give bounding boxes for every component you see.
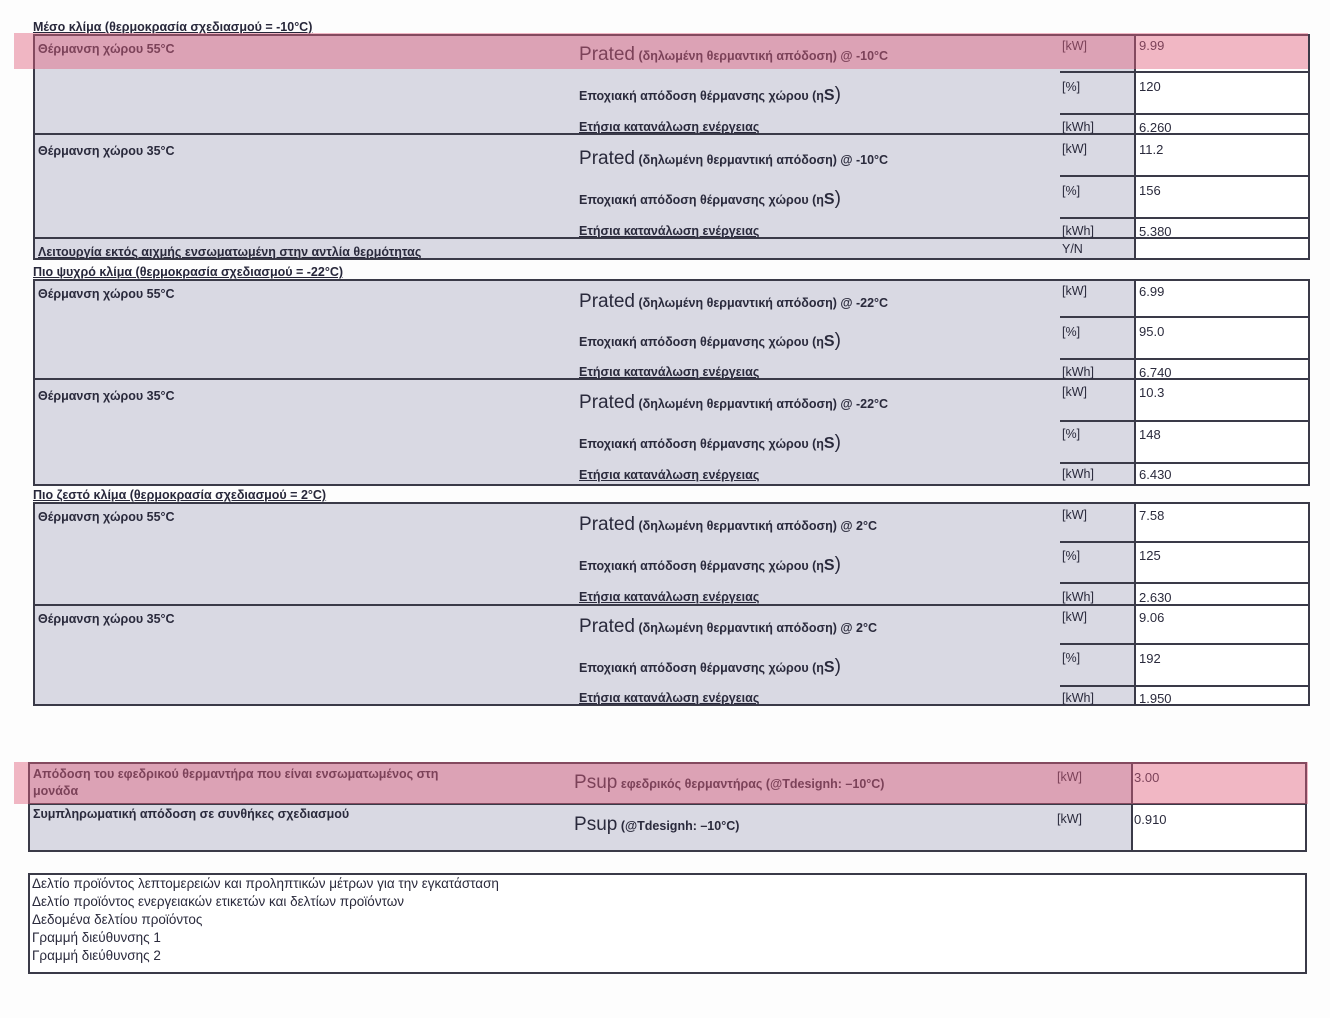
annual-energy-label: Ετήσια κατανάλωση ενέργειας (579, 691, 760, 705)
block-label-55c: Θέρμανση χώρου 55°C (38, 42, 175, 56)
unit-percent: [%] (1062, 80, 1081, 94)
value-rated: 7.58 (1139, 508, 1165, 523)
rated-capacity-label: Prated (δηλωμένη θερμαντική απόδοση) @ -22°C (579, 392, 889, 413)
rated-capacity-label: Prated (δηλωμένη θερμαντική απόδοση) @ -10°C (579, 44, 889, 65)
unit-percent: [%] (1062, 184, 1081, 198)
value-efficiency: 125 (1139, 548, 1161, 563)
value-efficiency: 148 (1139, 427, 1161, 442)
rated-capacity-label: Prated (δηλωμένη θερμαντική απόδοση) @ -22°C (579, 291, 889, 312)
value-efficiency: 156 (1139, 183, 1161, 198)
unit-kwh: [kWh] (1062, 365, 1094, 379)
seasonal-efficiency-label: Εποχιακή απόδοση θέρμανσης χώρου (ηS) (579, 432, 841, 453)
block-label-35c: Θέρμανση χώρου 35°C (38, 144, 175, 158)
value-supplementary: 0.910 (1134, 812, 1167, 827)
unit-kw: [kW] (1062, 39, 1087, 53)
value-energy: 1.950 (1139, 691, 1172, 706)
notes-box (28, 873, 1307, 974)
rated-capacity-label: Prated (δηλωμένη θερμαντική απόδοση) @ 2°C (579, 616, 877, 637)
value-energy: 2.630 (1139, 590, 1172, 605)
unit-kwh: [kWh] (1062, 467, 1094, 481)
block-label-35c: Θέρμανση χώρου 35°C (38, 389, 175, 403)
value-rated: 9.06 (1139, 610, 1165, 625)
unit-kw: [kW] (1062, 508, 1087, 522)
annual-energy-label: Ετήσια κατανάλωση ενέργειας (579, 224, 760, 238)
unit-kw: [kW] (1062, 610, 1087, 624)
annual-energy-label: Ετήσια κατανάλωση ενέργειας (579, 468, 760, 482)
section-header-colder-climate: Πιο ψυχρό κλίμα (θερμοκρασία σχεδιασμού = -22°C) (33, 265, 344, 279)
backup-psup-label: Psup εφεδρικός θερμαντήρας (@Tdesignh: –10°C) (574, 772, 885, 793)
value-energy: 6.260 (1139, 120, 1172, 135)
unit-kwh: [kWh] (1062, 120, 1094, 134)
note-line: Δεδομένα δελτίου προϊόντος (32, 912, 203, 927)
value-backup: 3.00 (1134, 770, 1160, 785)
rated-capacity-label: Prated (δηλωμένη θερμαντική απόδοση) @ -10°C (579, 148, 889, 169)
block-label-55c: Θέρμανση χώρου 55°C (38, 510, 175, 524)
unit-kw: [kW] (1062, 284, 1087, 298)
value-column (1134, 281, 1308, 484)
value-rated: 6.99 (1139, 284, 1165, 299)
unit-percent: [%] (1062, 549, 1081, 563)
block-label-55c: Θέρμανση χώρου 55°C (38, 287, 175, 301)
supplementary-capacity-label: Συμπληρωματική απόδοση σε συνθήκες σχεδιασμού (33, 807, 350, 821)
value-efficiency: 95.0 (1139, 324, 1165, 339)
seasonal-efficiency-label: Εποχιακή απόδοση θέρμανσης χώρου (ηS) (579, 84, 841, 105)
table-colder-climate (33, 279, 1310, 486)
unit-kw: [kW] (1057, 812, 1082, 826)
off-peak-label: Λειτουργία εκτός αιχμής ενσωματωμένη στην αντλία θερμότητας (38, 245, 422, 259)
value-energy: 6.740 (1139, 365, 1172, 380)
section-header-warmer-climate: Πιο ζεστό κλίμα (θερμοκρασία σχεδιασμού = 2°C) (33, 488, 327, 502)
value-efficiency: 120 (1139, 79, 1161, 94)
value-rated: 10.3 (1139, 385, 1165, 400)
note-line: Δελτίο προϊόντος ενεργειακών ετικετών και δελτίων προϊόντων (32, 894, 404, 909)
unit-kwh: [kWh] (1062, 590, 1094, 604)
value-energy: 5.380 (1139, 224, 1172, 239)
value-rated: 11.2 (1139, 142, 1164, 157)
note-line: Δελτίο προϊόντος λεπτομερειών και προληπτικών μέτρων για την εγκατάσταση (32, 876, 499, 891)
table-average-climate (33, 34, 1310, 260)
unit-kw: [kW] (1062, 142, 1087, 156)
unit-percent: [%] (1062, 427, 1081, 441)
seasonal-efficiency-label: Εποχιακή απόδοση θέρμανσης χώρου (ηS) (579, 188, 841, 209)
unit-kw: [kW] (1057, 770, 1082, 784)
value-efficiency: 192 (1139, 651, 1161, 666)
unit-kwh: [kWh] (1062, 224, 1094, 238)
table-backup-heater (28, 762, 1307, 852)
supplementary-psup-label: Psup (@Tdesignh: –10°C) (574, 814, 740, 835)
backup-heater-label: Απόδοση του εφεδρικού θερμαντήρα που είναι ενσωματωμένος στη μονάδα (33, 767, 439, 798)
section-header-average-climate: Μέσο κλίμα (θερμοκρασία σχεδιασμού = -10°C) (33, 20, 313, 34)
table-warmer-climate (33, 502, 1310, 706)
annual-energy-label: Ετήσια κατανάλωση ενέργειας (579, 365, 760, 379)
seasonal-efficiency-label: Εποχιακή απόδοση θέρμανσης χώρου (ηS) (579, 554, 841, 575)
annual-energy-label: Ετήσια κατανάλωση ενέργειας (579, 590, 760, 604)
note-line: Γραμμή διεύθυνσης 2 (32, 948, 161, 963)
block-label-35c: Θέρμανση χώρου 35°C (38, 612, 175, 626)
annual-energy-label: Ετήσια κατανάλωση ενέργειας (579, 120, 760, 134)
unit-kw: [kW] (1062, 385, 1087, 399)
rated-capacity-label: Prated (δηλωμένη θερμαντική απόδοση) @ 2°C (579, 514, 877, 535)
note-line: Γραμμή διεύθυνσης 1 (32, 930, 161, 945)
value-rated: 9.99 (1139, 38, 1165, 53)
seasonal-efficiency-label: Εποχιακή απόδοση θέρμανσης χώρου (ηS) (579, 330, 841, 351)
unit-yn: Y/N (1062, 242, 1083, 256)
seasonal-efficiency-label: Εποχιακή απόδοση θέρμανσης χώρου (ηS) (579, 656, 841, 677)
unit-kwh: [kWh] (1062, 691, 1094, 705)
unit-percent: [%] (1062, 651, 1081, 665)
value-energy: 6.430 (1139, 467, 1172, 482)
unit-percent: [%] (1062, 325, 1081, 339)
